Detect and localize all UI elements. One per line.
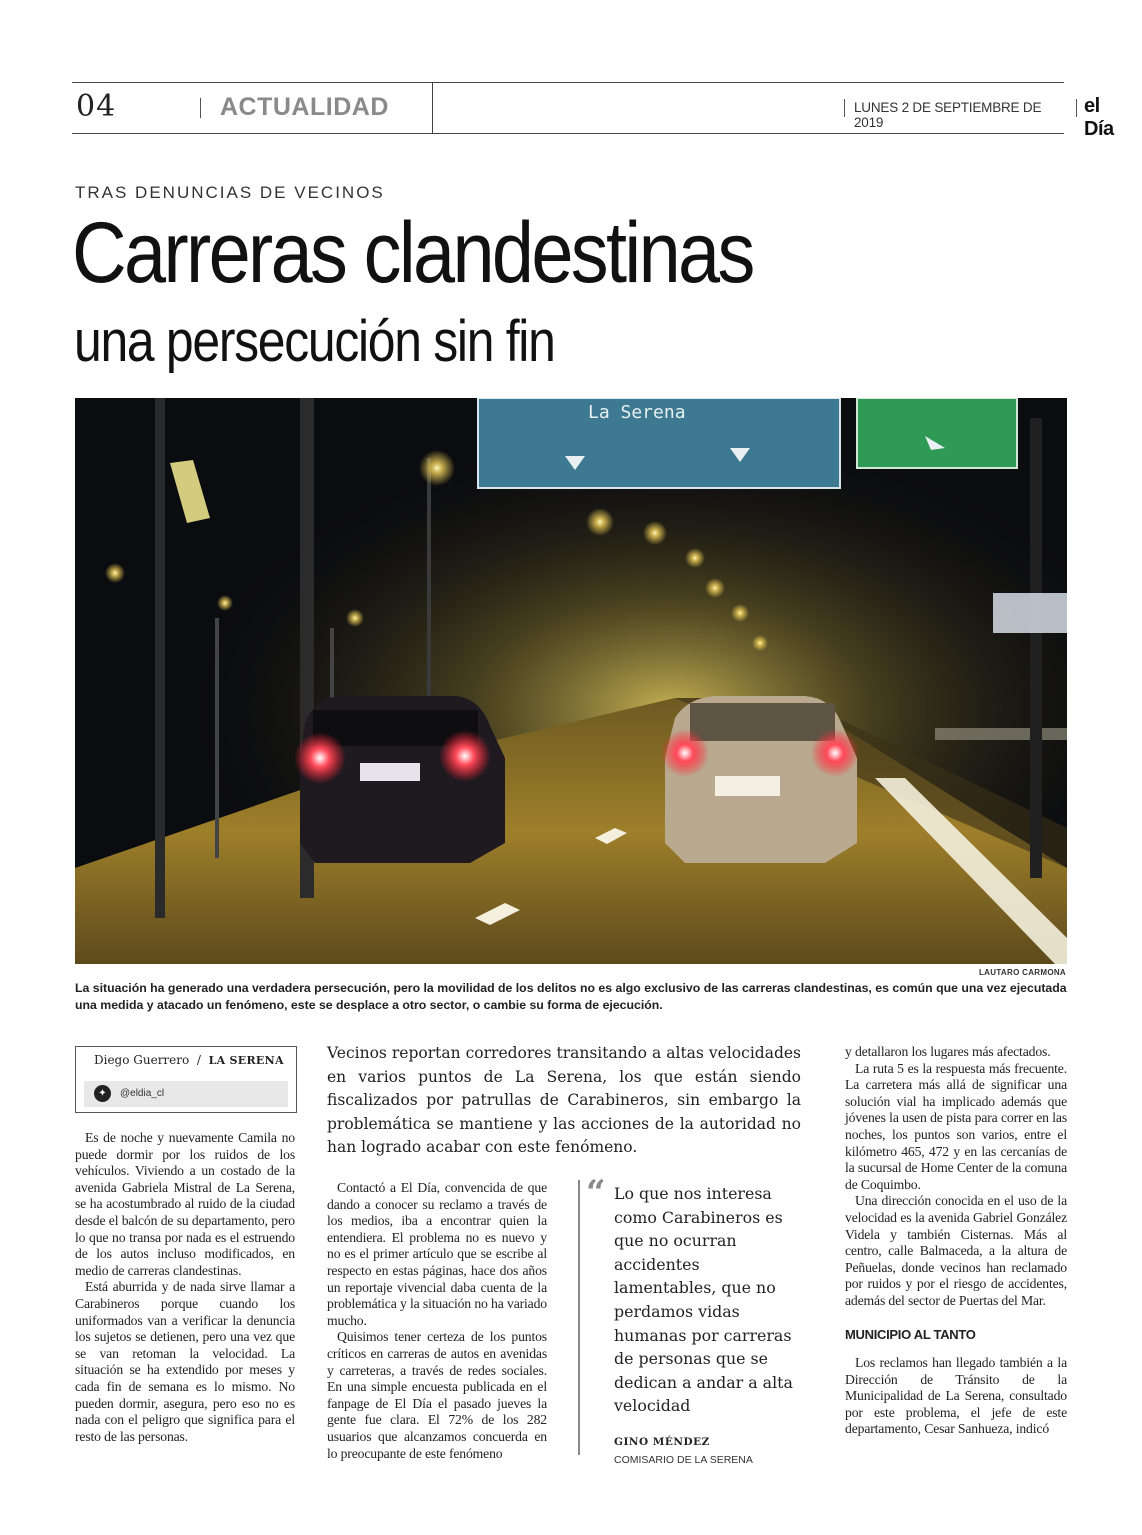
body-column-2 <box>327 1180 547 1462</box>
page-header <box>72 82 1114 140</box>
author-name: Diego Guerrero <box>94 1053 190 1067</box>
twitter-handle: @eldia_cl <box>120 1088 165 1099</box>
quote-text: Lo que nos interesa como Carabineros es que no ocurran accidentes lamentables, que no perdamos vidas humanas por carreras de personas que se dedican a andar a alta velocidad <box>614 1184 793 1416</box>
quote-mark-icon: “ <box>586 1173 606 1213</box>
author-location: LA SERENA <box>208 1054 284 1067</box>
social-bar <box>84 1081 288 1107</box>
issue-date: LUNES 2 DE SEPTIEMBRE DE 2019 <box>854 100 1042 130</box>
divider <box>200 98 201 118</box>
article-title: Carreras clandestinas <box>72 205 753 301</box>
quote-source-role: COMISARIO DE LA SERENA <box>614 1454 753 1466</box>
section-subheading: MUNICIPIO AL TANTO <box>845 1326 976 1342</box>
body-paragraph: Una dirección conocida en el uso de la velocidad es la avenida Gabriel González Videla y también Cisternas. Más al centro, calle Balmaceda, a la altura de Peñuelas, donde vecinos han reclamado por ruidos y por el riesgo de accidentes, además del sector de Puertas del Mar. <box>845 1193 1067 1308</box>
divider <box>844 99 845 117</box>
byline-box <box>75 1046 297 1113</box>
byline <box>94 1053 284 1067</box>
body-column-1 <box>75 1130 295 1445</box>
body-paragraph: y detallaron los lugares más afectados. <box>845 1044 1051 1059</box>
twitter-icon: ✦ <box>94 1085 111 1102</box>
page-number: 04 <box>76 89 117 124</box>
body-paragraph: Los reclamos han llegado también a la Dirección de Tránsito de la Municipalidad de La Serena, consultado por este problema, el jefe de este departamento, Cesar Sanhueza, indicó <box>845 1355 1067 1437</box>
body-paragraph: Contactó a El Día, convencida de que dando a conocer su reclamo a través de los medios, iba a encontrar quien la entendiera. El problema no es nuevo y no es el primer artículo que se escribe al respecto en estas páginas, hace dos años un reportaje vivencial daba cuenta de la problemática y la situación no ha variado mucho. <box>327 1180 547 1328</box>
body-paragraph: Quisimos tener certeza de los puntos críticos en carreras de autos en avenidas y carreteras, a través de redes sociales. En una simple encuesta publicada en el fanpage de El Día el pasado jueves la gente fue clara. El 72% de los 282 usuarios que alcanzamos concuerda en lo preocupante de este fenómeno <box>327 1329 547 1461</box>
section-title: ACTUALIDAD <box>220 93 389 121</box>
article-photo <box>75 398 1067 964</box>
photo-caption: La situación ha generado una verdadera persecución, pero la movilidad de los delitos no es algo exclusivo de las carreras clandestinas, es común que una vez ejecutada una medida y atacado un fenómeno, este se desplace a otro sector, o cambie su forma de ejecución. <box>75 981 1067 1012</box>
article-kicker: TRAS DENUNCIAS DE VECINOS <box>75 183 385 202</box>
divider <box>432 83 433 133</box>
divider <box>1076 99 1077 117</box>
byline-separator: / <box>196 1053 201 1067</box>
body-paragraph: Está aburrida y de nada sirve llamar a Carabineros porque cuando los uniformados van a verificar la denuncia los sujetos se detienen, pero una vez que se van retoman la velocidad. La situación se ha extendido por meses y cada fin de semana es lo mismo. No pueden dormir, asegura, pero eso no es nada con el peligro que significa para el resto de las personas. <box>75 1279 295 1444</box>
body-paragraph: Es de noche y nuevamente Camila no puede dormir por los ruidos de los vehículos. Viviendo a un costado de la avenida Gabriela Mistral de La Serena, se ha acostumbrado al ruido de la ciudad desde el balcón de su departamento, pero lo que no transa por nada es el estruendo de los autos incluso modificados, en medio de carreras clandestinas. <box>75 1130 295 1278</box>
road-sign-text: La Serena <box>588 402 686 423</box>
article-subtitle: una persecución sin fin <box>74 309 555 374</box>
quote-bar <box>578 1180 580 1455</box>
article-lead: Vecinos reportan corredores transitando a altas velocidades en varios puntos de La Serena, los que están siendo fiscalizados por patrullas de Carabineros, sin embargo la problemática se mantiene y las acciones de la autoridad no han logrado acabar con este fenómeno. <box>327 1044 801 1157</box>
night-highway-photo <box>75 398 1067 964</box>
body-column-4 <box>845 1044 1067 1438</box>
photo-credit: LAUTARO CARMONA <box>978 968 1066 977</box>
newspaper-logo: el Día <box>1084 95 1114 140</box>
quote-source-name: GINO MÉNDEZ <box>614 1436 710 1448</box>
body-paragraph: La ruta 5 es la respuesta más frecuente. La carretera más allá de significar una solución vial ha implicado además que jóvenes la usen de pista para correr en las noches, los puntos son varios, entre el kilómetro 465, 472 y en las cercanías de la sucursal de Home Center de la comuna de Coquimbo. <box>845 1060 1067 1192</box>
